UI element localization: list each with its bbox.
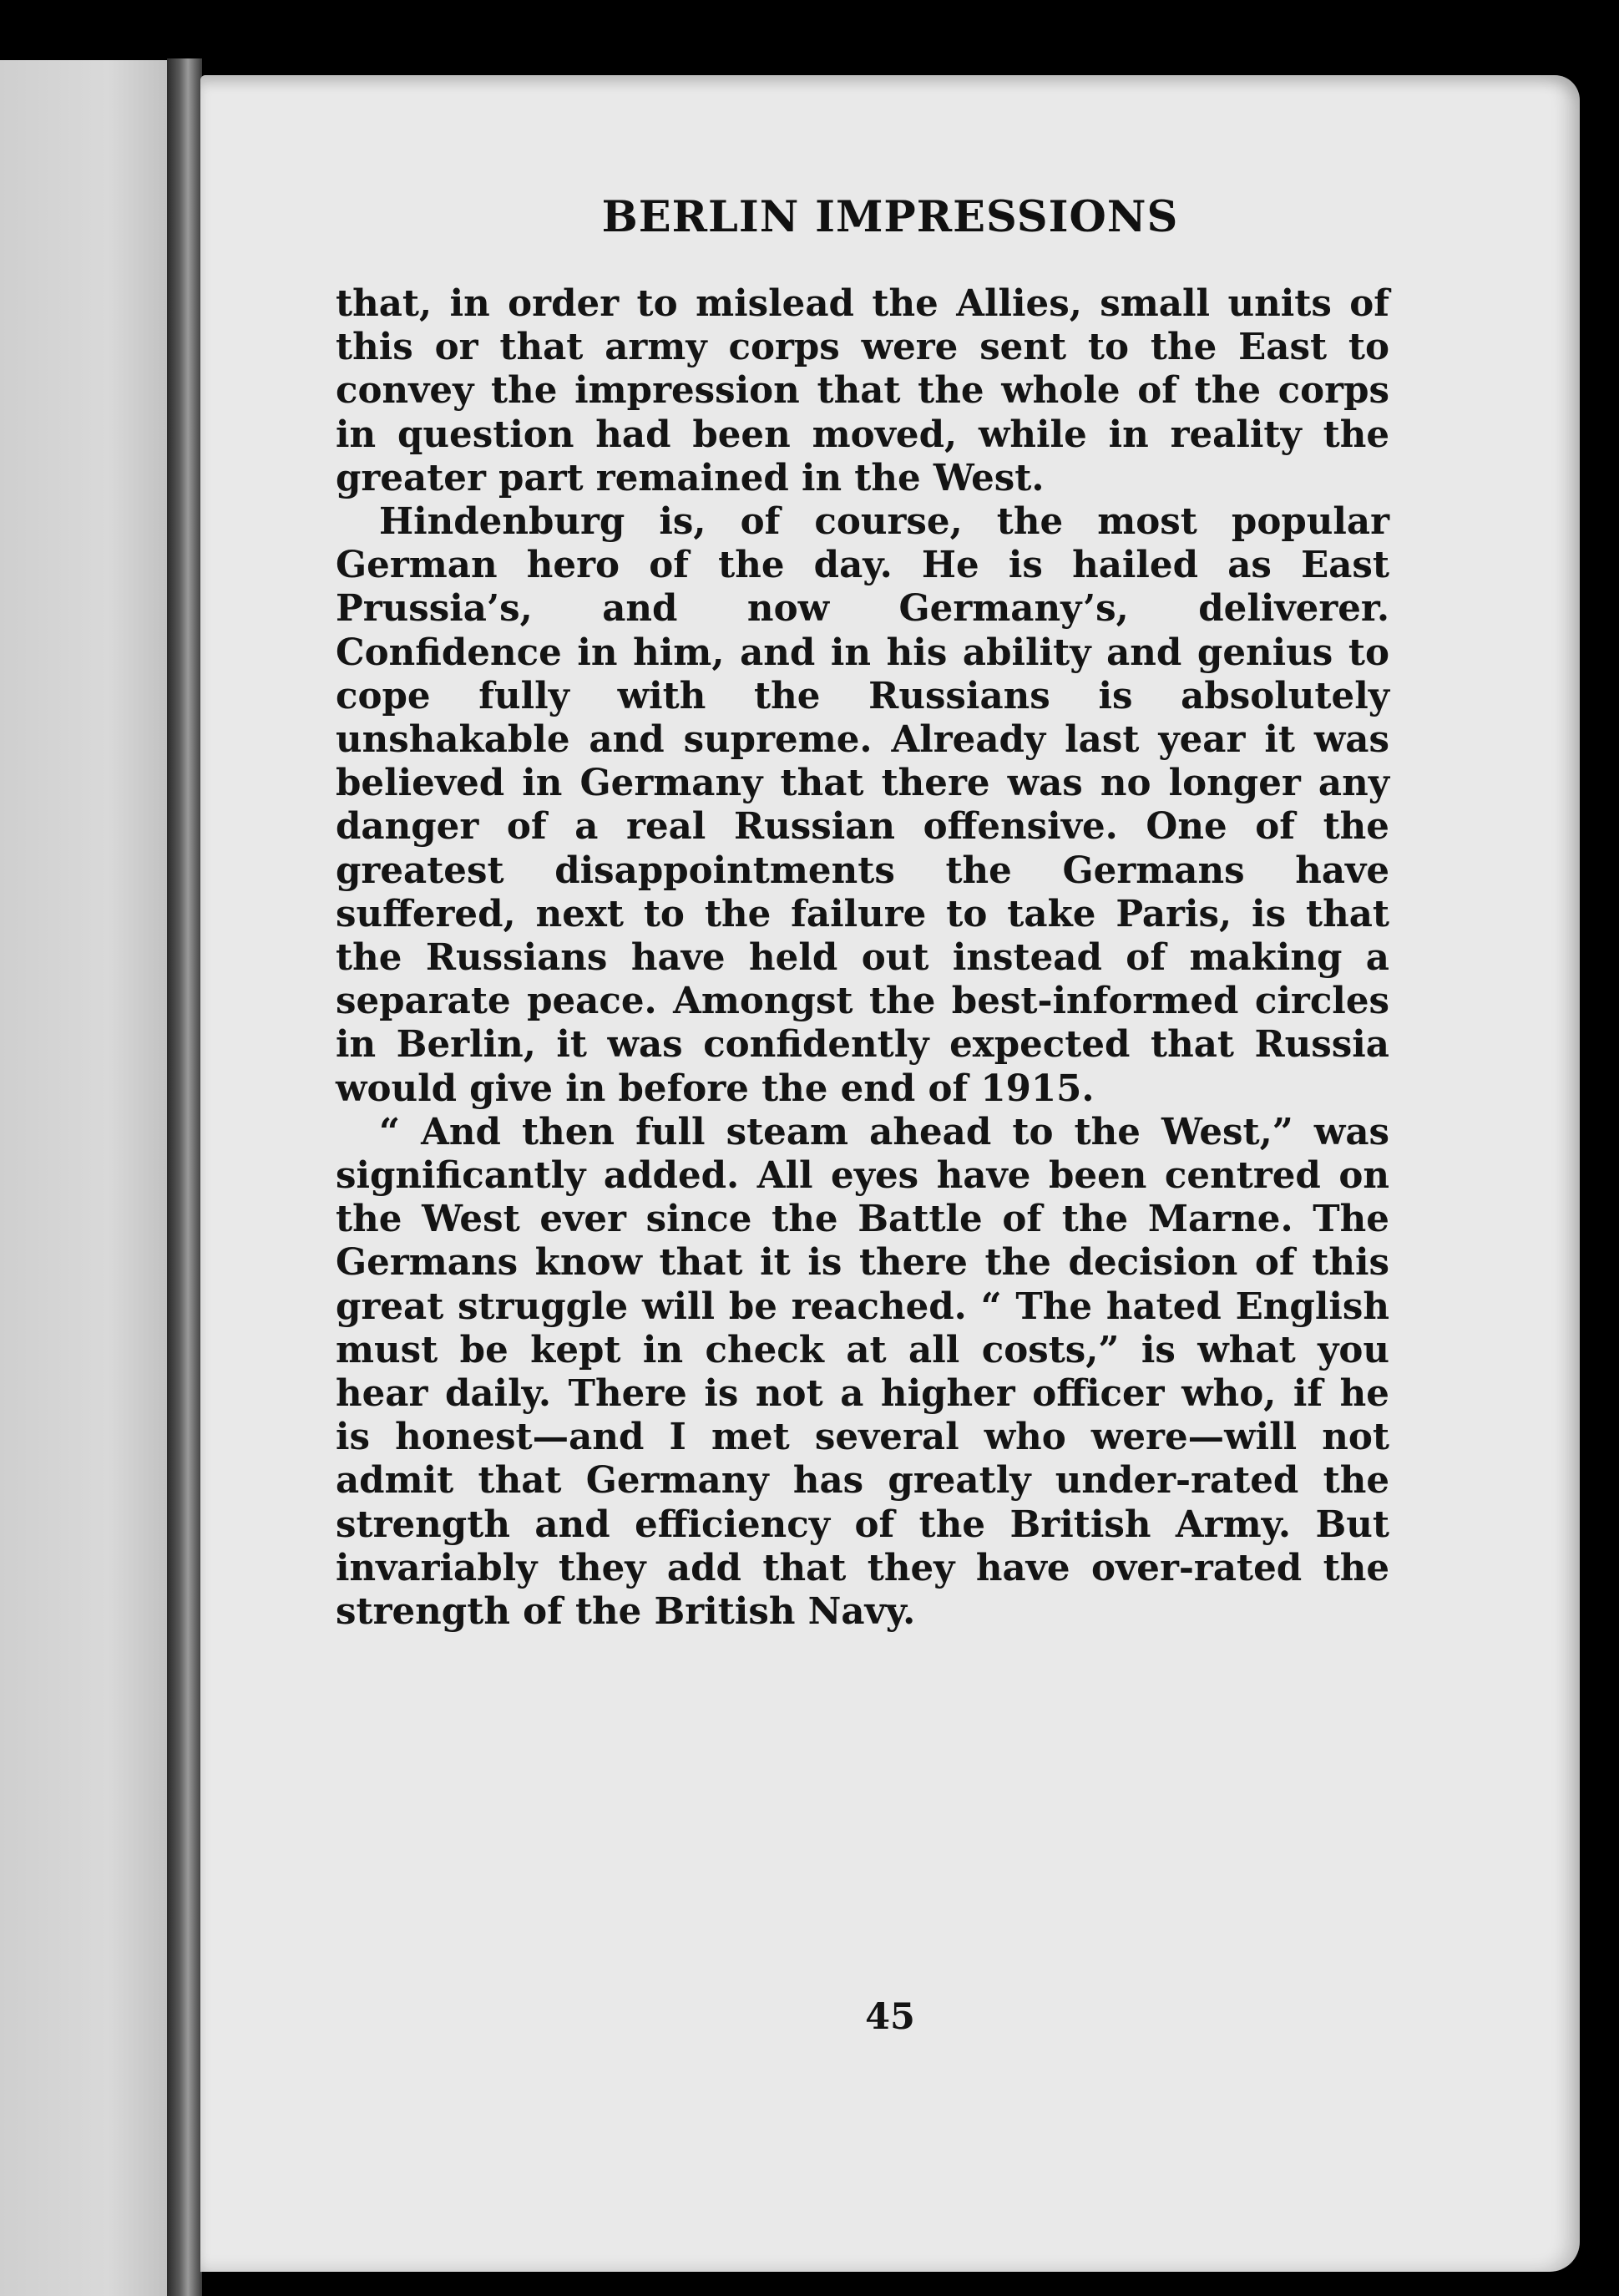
paragraph-1: that, in order to mislead the Allies, small units of this or that army corps were sent to the East to convey the impression that the whole of the corps in question had been moved, while in reality the greater part remained in the West. [336, 282, 1389, 499]
previous-page-edge [0, 60, 180, 2296]
page-number: 45 [865, 1996, 915, 2038]
book-spine [167, 58, 202, 2296]
paragraph-3: “ And then full steam ahead to the West,” was significantly added. All eyes have been centred on the West ever since the Battle of the Marne. The Germans know that it is there the decision of this great struggle will be reached. “ The hated English must be kept in check at all costs,” is what you hear daily. There is not a higher officer who, if he is honest—and I met several who were—will not admit that Germany has greatly under-rated the strength and efficiency of the British Army. But invariably they add that they have over-rated the strength of the British Navy. [336, 1110, 1389, 1634]
body-text [336, 282, 1389, 1634]
book-page [200, 75, 1580, 2272]
running-head: BERLIN IMPRESSIONS [601, 192, 1179, 242]
paragraph-2: Hindenburg is, of course, the most popular German hero of the day. He is hailed as East Prussia’s, and now Germany’s, deliverer. Confidence in him, and in his ability and genius to cope fully with the Russians is absolutely unshakable and supreme. Already last year it was believed in Germany that there was no longer any danger of a real Russian offensive. One of the greatest disappointments the Germans have suffered, next to the failure to take Paris, is that the Russians have held out instead of making a separate peace. Amongst the best-informed circles in Berlin, it was confidently expected that Russia would give in before the end of 1915. [336, 500, 1389, 1110]
